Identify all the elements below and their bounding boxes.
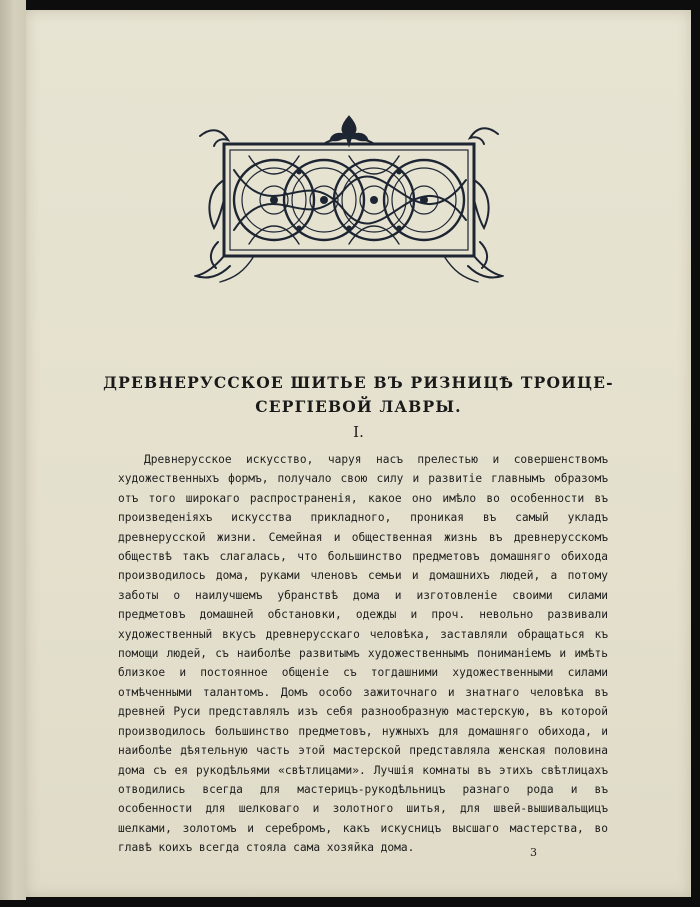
book-left-edge (0, 0, 26, 900)
section-number: I. (353, 423, 364, 441)
article-title-line-2: СЕРГІЕВОЙ ЛАВРЫ. (255, 397, 462, 416)
article-title-line-1: ДРЕВНЕРУССКОЕ ШИТЬЕ ВЪ РИЗНИЦѢ ТРОИЦЕ- (103, 373, 614, 392)
ornamental-headpiece (194, 110, 504, 290)
book-page (26, 10, 691, 897)
body-paragraph: Древнерусское искусство, чаруя насъ прелестью и совершенствомъ художественныхъ формъ, получало свою силу и развитіе главнымъ образомъ отъ того широкаго распространенія, какое оно имѣло во особенности въ произведеніяхъ искусства прикладного, проникая въ самый укладъ древнерусской жизни. Семейная и общественная жизнь въ древнерусскомъ обществѣ такъ слагалась, что большинство предметовъ домашняго обихода производилось дома, руками членовъ семьи и домашнихъ людей, а потому заботы о наилучшемъ убранствѣ дома и изготовленіе своими силами предметовъ домашней обстановки, одежды и проч. невольно развивали художественный вкусъ древнерусскаго человѣка, заставляли обращаться къ помощи людей, съ наиболѣе развитымъ художественнымъ пониманіемъ и имѣть близкое и постоянное общеніе съ тогдашними художественными силами отмѣченными талантомъ. Домъ особо зажиточнаго и знатнаго человѣка въ древней Руси представлялъ изъ себя разнообразную мастерскую, въ которой производилось большинство предметовъ, нужныхъ для домашняго обихода, и наиболѣе дѣятельную часть этой мастерской представляла женская половина дома съ ея рукодѣльями «свѣтлицами». Лучшія комнаты въ этихъ свѣтлицахъ отводились всегда для мастерицъ-рукодѣльницъ разнаго рода и въ особенности для шелковаго и золотного шитья, для швей-вышивальщицъ шелками, золотомъ и серебромъ, какъ искусницъ высшаго мастерства, во главѣ коихъ всегда стояла сама хозяйка дома. (118, 453, 608, 855)
page-number: 3 (530, 846, 537, 859)
